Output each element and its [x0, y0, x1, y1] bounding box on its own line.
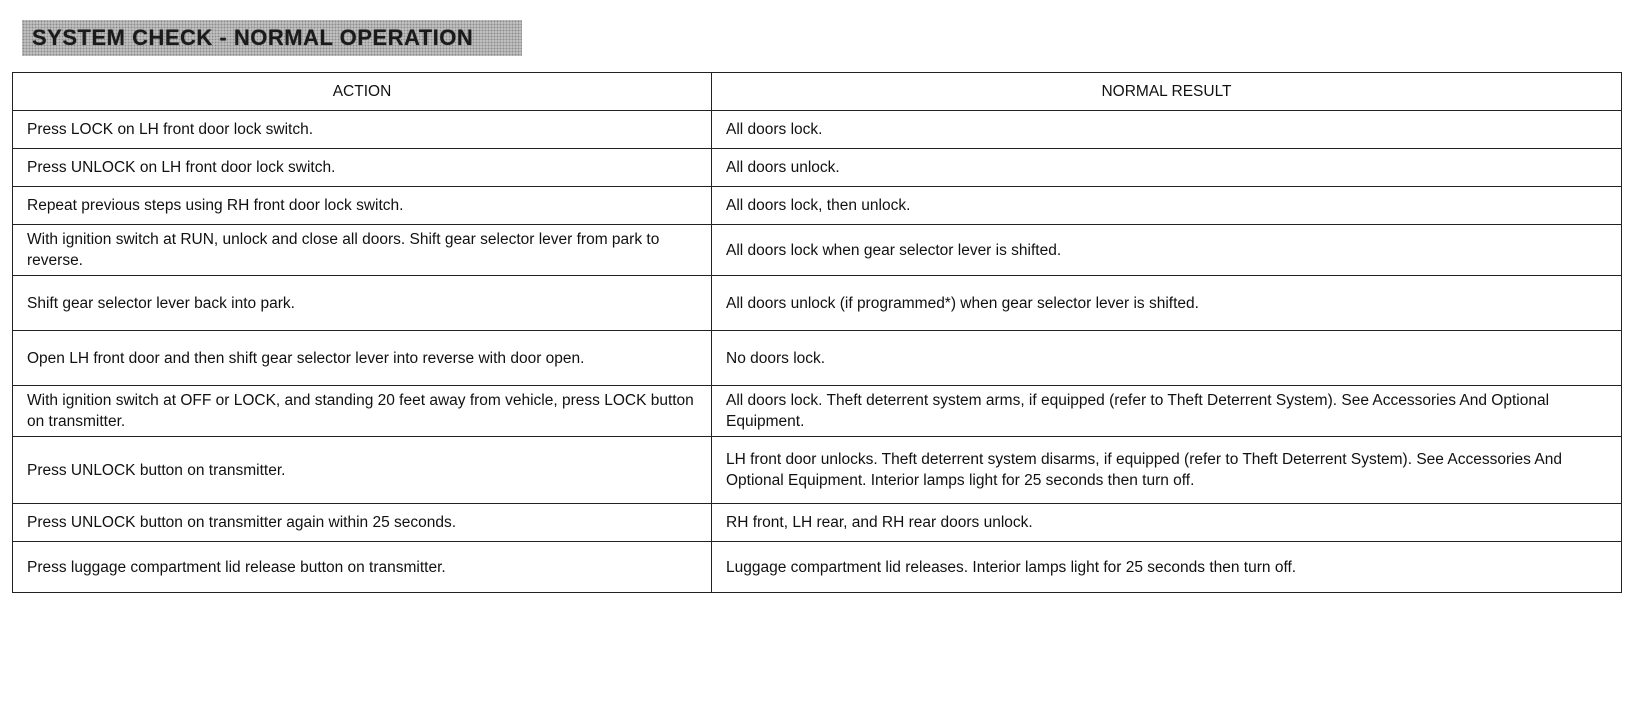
- table-row: [13, 437, 1622, 504]
- result-cell: LH front door unlocks. Theft deterrent system disarms, if equipped (refer to Theft Deterrent System). See Accessories And Optional Equipment. Interior lamps light for 25 seconds then turn off.: [712, 437, 1622, 504]
- header-normal-result: NORMAL RESULT: [712, 73, 1622, 111]
- action-cell: With ignition switch at RUN, unlock and close all doors. Shift gear selector lever from park to reverse.: [13, 225, 712, 276]
- action-cell: Open LH front door and then shift gear selector lever into reverse with door open.: [13, 331, 712, 386]
- result-cell: All doors lock, then unlock.: [712, 187, 1622, 225]
- system-check-table: [12, 72, 1622, 593]
- table-row: [13, 111, 1622, 149]
- table-row: [13, 386, 1622, 437]
- action-cell: Press UNLOCK button on transmitter again within 25 seconds.: [13, 504, 712, 542]
- action-cell: Shift gear selector lever back into park.: [13, 276, 712, 331]
- action-cell: Press LOCK on LH front door lock switch.: [13, 111, 712, 149]
- action-cell: Press luggage compartment lid release button on transmitter.: [13, 542, 712, 593]
- result-cell: All doors lock. Theft deterrent system arms, if equipped (refer to Theft Deterrent System). See Accessories And Optional Equipment.: [712, 386, 1622, 437]
- table-row: [13, 187, 1622, 225]
- table-row: [13, 331, 1622, 386]
- table-header-row: [13, 73, 1622, 111]
- table-row: [13, 149, 1622, 187]
- result-cell: All doors unlock (if programmed*) when gear selector lever is shifted.: [712, 276, 1622, 331]
- result-cell: No doors lock.: [712, 331, 1622, 386]
- table-row: [13, 276, 1622, 331]
- action-cell: Press UNLOCK on LH front door lock switch.: [13, 149, 712, 187]
- result-cell: All doors lock when gear selector lever is shifted.: [712, 225, 1622, 276]
- action-cell: Press UNLOCK button on transmitter.: [13, 437, 712, 504]
- table-row: [13, 542, 1622, 593]
- result-cell: RH front, LH rear, and RH rear doors unlock.: [712, 504, 1622, 542]
- section-title-banner: [22, 20, 522, 56]
- result-cell: Luggage compartment lid releases. Interior lamps light for 25 seconds then turn off.: [712, 542, 1622, 593]
- action-cell: With ignition switch at OFF or LOCK, and standing 20 feet away from vehicle, press LOCK button on transmitter.: [13, 386, 712, 437]
- action-cell: Repeat previous steps using RH front door lock switch.: [13, 187, 712, 225]
- table-row: [13, 225, 1622, 276]
- header-action: ACTION: [13, 73, 712, 111]
- table-row: [13, 504, 1622, 542]
- section-title: SYSTEM CHECK - NORMAL OPERATION: [32, 25, 474, 50]
- result-cell: All doors lock.: [712, 111, 1622, 149]
- result-cell: All doors unlock.: [712, 149, 1622, 187]
